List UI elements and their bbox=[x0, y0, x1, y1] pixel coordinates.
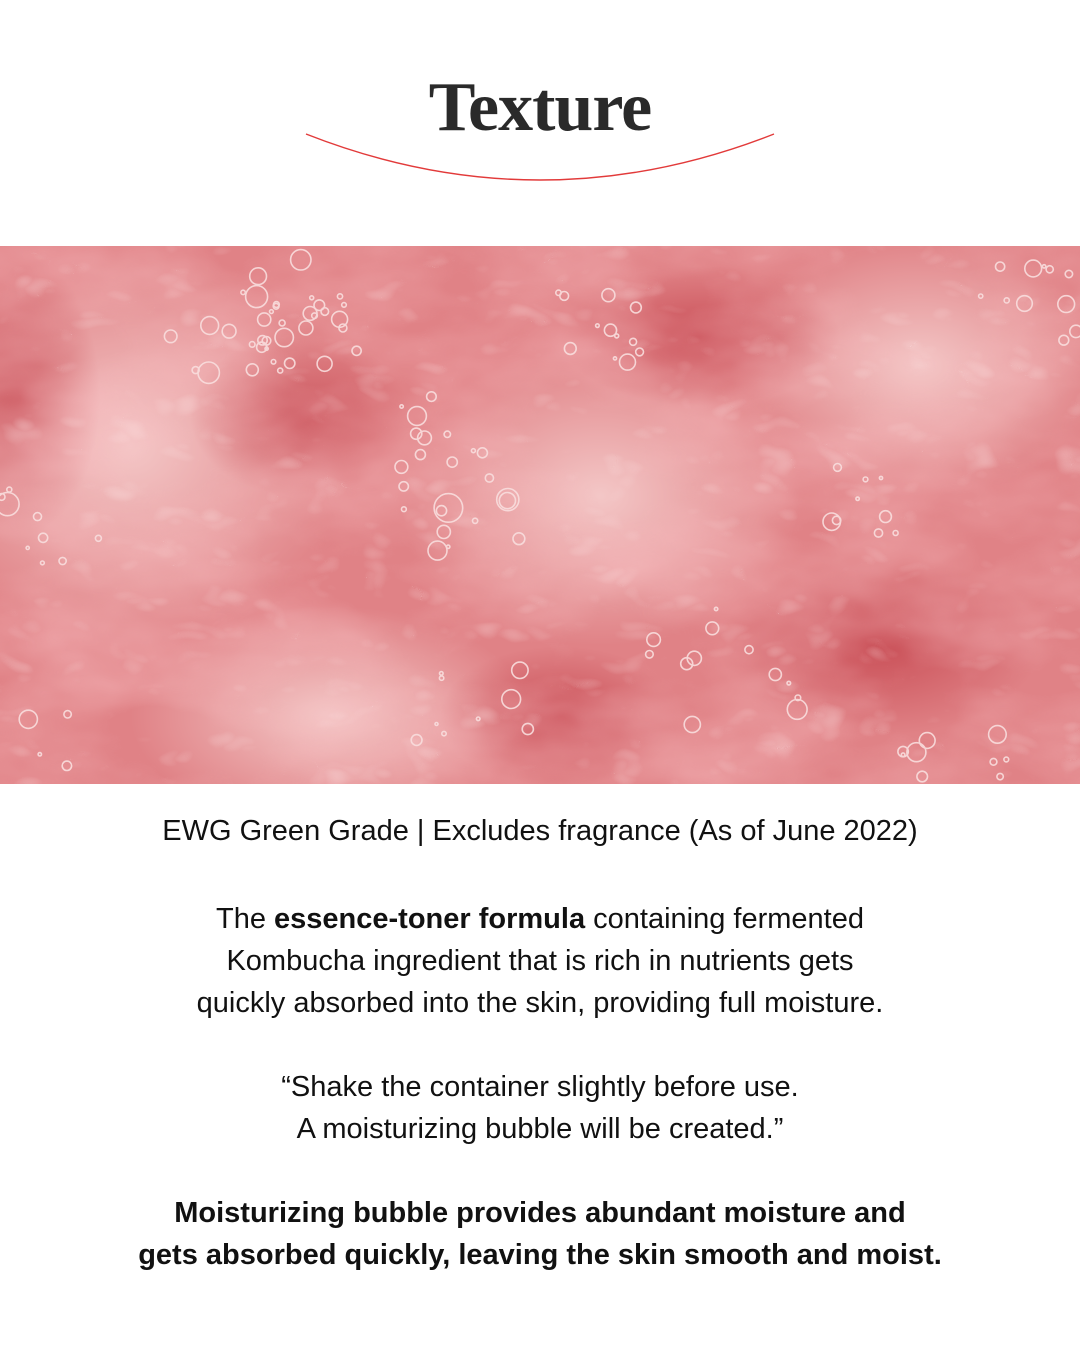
shake-instruction bbox=[0, 1066, 1080, 1150]
ewg-grade-text: EWG Green Grade | Excludes fragrance (As of June 2022) bbox=[162, 815, 918, 847]
bubble-line-2: gets absorbed quickly, leaving the skin smooth and moist. bbox=[138, 1239, 942, 1271]
formula-line-3: quickly absorbed into the skin, providing full moisture. bbox=[196, 987, 884, 1019]
water-texture-image bbox=[0, 246, 1080, 784]
ewg-grade-line bbox=[0, 810, 1080, 852]
formula-emphasis: essence-toner formula bbox=[274, 903, 586, 935]
formula-line-1 bbox=[0, 898, 1080, 940]
formula-line-1-tail: containing fermented bbox=[585, 903, 864, 935]
formula-lead: The bbox=[216, 903, 275, 935]
bubble-line-1: Moisturizing bubble provides abundant moisture and bbox=[174, 1197, 906, 1229]
bubble-benefit bbox=[0, 1192, 1080, 1276]
formula-description bbox=[0, 898, 1080, 1024]
shake-line-1: “Shake the container slightly before use. bbox=[281, 1071, 799, 1103]
title-underline-arc bbox=[300, 128, 780, 188]
shake-line-2: A moisturizing bubble will be created.” bbox=[296, 1113, 784, 1145]
page-title: Texture bbox=[428, 69, 652, 146]
formula-line-2: Kombucha ingredient that is rich in nutrients gets bbox=[226, 945, 854, 977]
